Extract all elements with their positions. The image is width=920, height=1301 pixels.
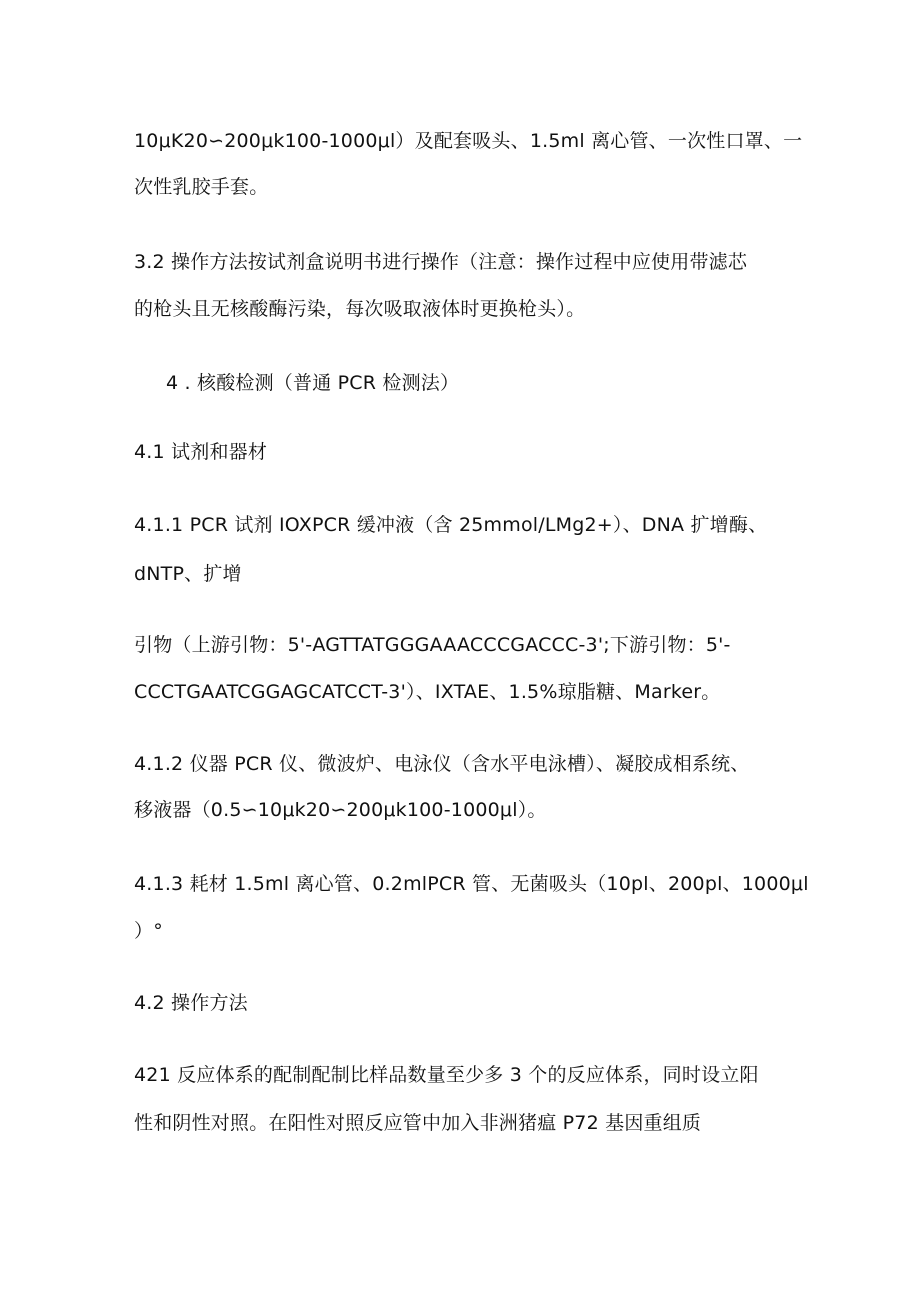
section-4-1-1-line-2: dNTP、扩增	[134, 563, 242, 585]
section-4-1-3-line-1: 4.1.3 耗材 1.5ml 离心管、0.2mlPCR 管、无菌吸头（10pl、200pl、1000μl	[134, 873, 809, 895]
section-4-1-2-line-1: 4.1.2 仪器 PCR 仪、微波炉、电泳仪（含水平电泳槽）、凝胶成相系统、	[134, 753, 750, 775]
section-4-1-heading: 4.1 试剂和器材	[134, 441, 268, 463]
text-line-2: 次性乳胶手套。	[134, 176, 269, 198]
text-line-1: 10μK20∽200μk100-1000μl）及配套吸头、1.5ml 离心管、一次性口罩、一	[134, 130, 803, 152]
section-4-2-1-line-1: 421 反应体系的配制配制比样品数量至少多 3 个的反应体系，同时设立阳	[134, 1064, 759, 1086]
section-4-2-heading: 4.2 操作方法	[134, 992, 248, 1014]
section-3-2-line-2: 的枪头且无核酸酶污染，每次吸取液体时更换枪头）。	[134, 298, 586, 320]
section-4-1-1-line-1: 4.1.1 PCR 试剂 IOXPCR 缓冲液（含 25mmol/LMg2+）、DNA 扩增酶、	[134, 514, 768, 536]
primer-line-2: CCCTGAATCGGAGCATCCT-3'）、IXTAE、1.5%琼脂糖、Marker。	[134, 681, 721, 703]
section-4-1-2-line-2: 移液器（0.5∽10μk20∽200μk100-1000μl）。	[134, 799, 547, 821]
section-4-heading: 4 . 核酸检测（普通 PCR 检测法）	[166, 372, 460, 394]
section-4-1-3-line-2: ）°	[134, 920, 163, 942]
section-4-2-1-line-2: 性和阴性对照。在阳性对照反应管中加入非洲猪瘟 P72 基因重组质	[134, 1112, 702, 1134]
section-3-2-line-1: 3.2 操作方法按试剂盒说明书进行操作（注意：操作过程中应使用带滤芯	[134, 251, 748, 273]
primer-line-1: 引物（上游引物：5'-AGTTATGGGAAACCCGACCC-3';下游引物：5'-	[134, 634, 731, 656]
